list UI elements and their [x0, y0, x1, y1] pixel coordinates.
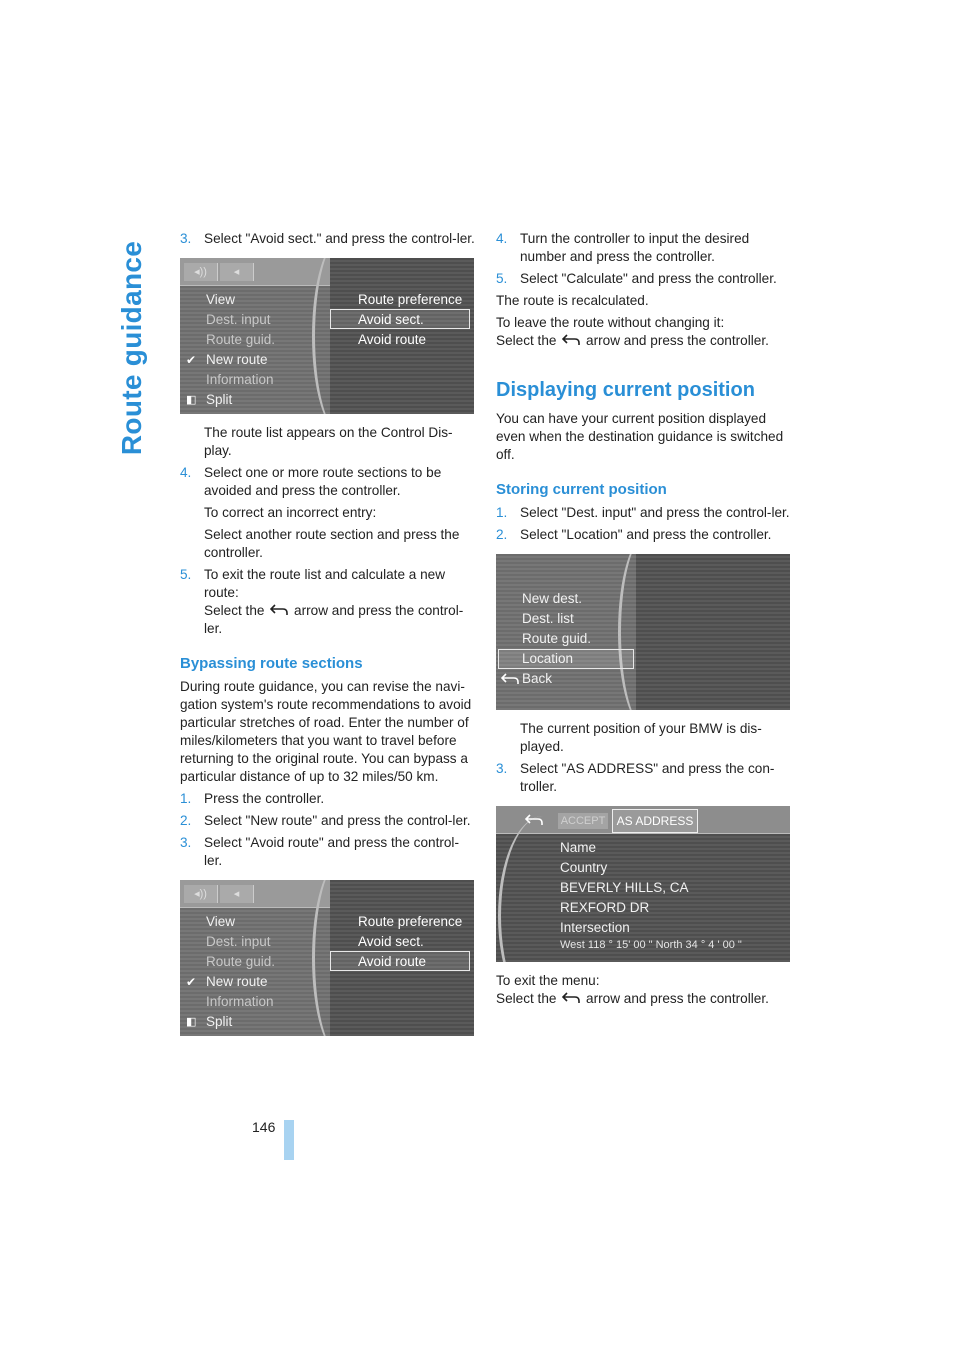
menu-item-new-dest: New dest.	[522, 591, 583, 606]
check-icon: ✔	[186, 975, 197, 989]
section-title-text: Route guidance	[116, 240, 147, 456]
menu-item-street: REXFORD DR	[560, 900, 650, 915]
coordinates-readout: West 118 ° 15' 00 " North 34 ° 4 ' 00 "	[560, 939, 742, 951]
menu-item-avoid-route: Avoid route	[358, 332, 427, 347]
step-text: Select "Dest. input" and press the control-ler.	[520, 505, 790, 520]
control-display-screen-2	[180, 880, 474, 1036]
step-text: To exit the route list and calculate a new route:	[204, 567, 446, 600]
step-number: 1.	[180, 791, 192, 806]
menu-item-split: Split	[206, 392, 233, 407]
heading-displaying-position: Displaying current position	[496, 379, 755, 401]
section-title	[112, 228, 152, 468]
split-icon: ◧	[186, 1016, 197, 1028]
page-marker-bar	[284, 1120, 294, 1160]
step-text: Select the	[204, 603, 265, 618]
menu-item-view: View	[206, 914, 236, 929]
menu-item-new-route: New route	[206, 974, 268, 989]
paragraph-select-another: Select another route section and press the controller.	[204, 527, 460, 560]
sound-icon: ◂))	[184, 885, 218, 903]
step-number: 3.	[180, 231, 192, 246]
sound-icon: ◂))	[184, 263, 218, 281]
menu-item-route-preference: Route preference	[358, 914, 463, 929]
paragraph-route-list: The route list appears on the Control Dis-play.	[204, 425, 453, 458]
step-number: 2.	[180, 813, 192, 828]
step-text: Select "Location" and press the controller.	[520, 527, 772, 542]
tab-as-address: AS ADDRESS	[612, 809, 698, 833]
menu-item-information: Information	[206, 372, 274, 387]
menu-item-dest-input: Dest. input	[206, 934, 271, 949]
menu-item-intersection: Intersection	[560, 920, 630, 935]
storing-step-2	[496, 526, 796, 544]
heading-bypassing: Bypassing route sections	[180, 655, 363, 672]
left-column	[180, 230, 476, 1046]
step-number: 5.	[496, 271, 508, 286]
menu-item-route-preference: Route preference	[358, 292, 463, 307]
screen-right-menu	[358, 290, 462, 350]
speaker-icon: ◂	[220, 263, 254, 281]
text: To leave the route without changing it:	[496, 315, 725, 330]
split-icon: ◧	[186, 394, 197, 406]
step-number: 4.	[496, 231, 508, 246]
menu-item-location: Location	[522, 651, 574, 666]
bypass-step-2	[180, 812, 476, 830]
step-number: 3.	[180, 835, 192, 850]
paragraph-current-position: The current position of your BMW is dis-played.	[520, 721, 762, 754]
menu-item-view: View	[206, 292, 236, 307]
paragraph-display: You can have your current position displayed even when the destination guidance is switched off.	[496, 411, 784, 462]
step-text: Press the controller.	[204, 791, 325, 806]
screen-topbar	[180, 258, 330, 286]
back-arrow-icon	[562, 334, 580, 346]
paragraph-correct: To correct an incorrect entry:	[204, 505, 377, 520]
step-text: Select "Avoid route" and press the control-ler.	[204, 835, 459, 868]
menu-item-route-guid: Route guid.	[206, 332, 276, 347]
menu-item-split: Split	[206, 1014, 233, 1029]
back-arrow-icon	[524, 814, 544, 826]
text: arrow and press the controller.	[586, 991, 769, 1006]
step-number: 4.	[180, 465, 192, 480]
menu-item-avoid-sect: Avoid sect.	[358, 312, 424, 327]
menu-item-new-route: New route	[206, 352, 268, 367]
menu-item-name: Name	[560, 840, 597, 855]
step-4	[496, 230, 796, 266]
step-3	[180, 230, 476, 248]
back-arrow-icon	[270, 604, 288, 616]
step-5	[180, 566, 476, 638]
screen-menu	[560, 838, 689, 938]
menu-item-city: BEVERLY HILLS, CA	[560, 880, 689, 895]
step-text: Select "Avoid sect." and press the control-ler.	[204, 231, 475, 246]
step-text: Turn the controller to input the desired number and press the controller.	[520, 231, 750, 264]
bypass-step-3	[180, 834, 476, 870]
screen-topbar	[180, 880, 330, 908]
menu-item-route-guid: Route guid.	[522, 631, 592, 646]
heading-storing-position: Storing current position	[496, 481, 667, 498]
step-text: Select "AS ADDRESS" and press the con-troller.	[520, 761, 775, 794]
control-display-screen-3	[496, 554, 790, 710]
step-number: 3.	[496, 761, 508, 776]
step-number: 2.	[496, 527, 508, 542]
control-display-screen-1	[180, 258, 474, 414]
storing-step-1	[496, 504, 796, 522]
tab-accept: ACCEPT	[558, 813, 608, 829]
control-display-screen-4	[496, 806, 790, 962]
menu-item-country: Country	[560, 860, 608, 875]
step-number: 1.	[496, 505, 508, 520]
menu-item-dest-list: Dest. list	[522, 611, 574, 626]
paragraph-leave	[496, 314, 796, 350]
paragraph-bypass: During route guidance, you can revise the navi-gation system's route recommendations to avoid particular stretches of road. Enter the number of miles/kilometers that you want to travel before returning to the original route. You can bypass a particular distance of up to 32 miles/50 km.	[180, 679, 472, 784]
speaker-icon: ◂	[220, 885, 254, 903]
screen-divider-curve	[618, 554, 678, 710]
page-number: 146	[252, 1119, 276, 1135]
text: arrow and press the controller.	[586, 333, 769, 348]
menu-item-back: Back	[522, 671, 553, 686]
step-4	[180, 464, 476, 500]
paragraph-recalculated: The route is recalculated.	[496, 293, 649, 308]
text: To exit the menu:	[496, 973, 600, 988]
step-number: 5.	[180, 567, 192, 582]
step-text: Select "New route" and press the control-ler.	[204, 813, 471, 828]
back-arrow-icon	[501, 673, 519, 685]
paragraph-exit	[496, 972, 796, 1008]
menu-item-avoid-sect: Avoid sect.	[358, 934, 424, 949]
text: Select the	[496, 991, 557, 1006]
check-icon: ✔	[186, 353, 197, 367]
step-5	[496, 270, 796, 288]
menu-item-route-guid: Route guid.	[206, 954, 276, 969]
right-column	[496, 230, 796, 1012]
screen-menu	[206, 290, 275, 410]
screen-menu	[206, 912, 275, 1032]
text: Select the	[496, 333, 557, 348]
menu-item-dest-input: Dest. input	[206, 312, 271, 327]
step-text: arrow and press the control-ler.	[204, 603, 464, 636]
bypass-step-1	[180, 790, 476, 808]
screen-right-menu	[358, 912, 462, 972]
storing-step-3	[496, 760, 796, 796]
menu-item-avoid-route: Avoid route	[358, 954, 427, 969]
screen-menu	[522, 589, 591, 689]
step-text: Select "Calculate" and press the controller.	[520, 271, 777, 286]
back-arrow-icon	[562, 992, 580, 1004]
step-text: Select one or more route sections to be avoided and press the controller.	[204, 465, 442, 498]
menu-item-information: Information	[206, 994, 274, 1009]
